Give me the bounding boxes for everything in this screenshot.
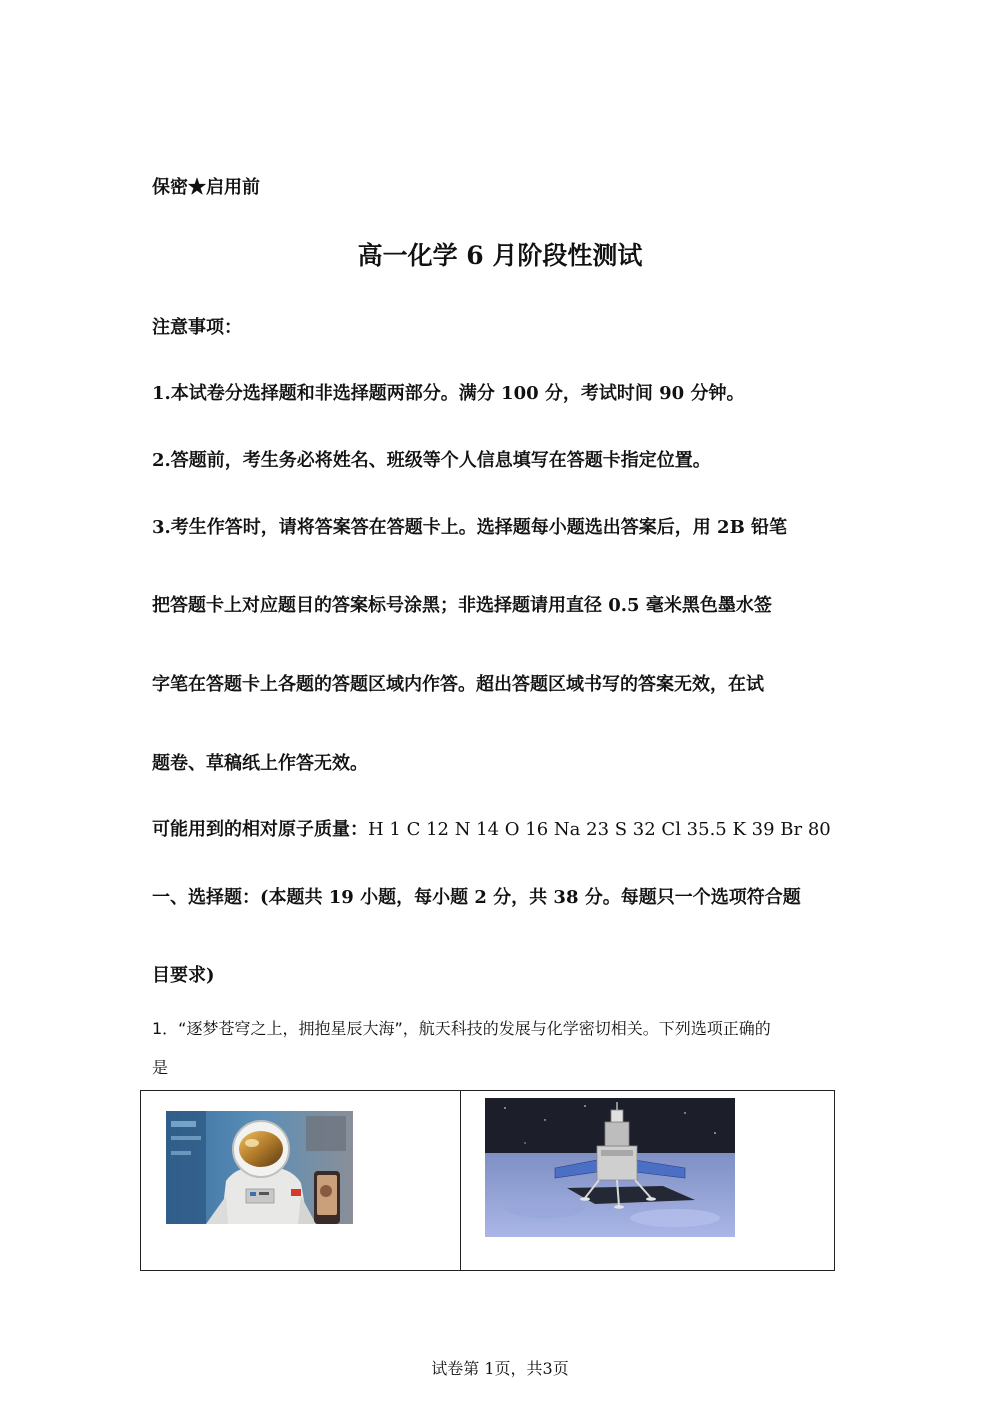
notice-item-3-line-4: 题卷、草稿纸上作答无效。 [152, 753, 368, 774]
table-divider [460, 1091, 461, 1270]
atomic-mass-values: H 1 C 12 N 14 O 16 Na 23 S 32 Cl 35.5 K 39 Br 80 [368, 819, 831, 840]
question-1-stem-line-2: 是 [152, 1058, 169, 1077]
section-1-heading-line-1: 一、选择题：(本题共 19 小题，每小题 2 分，共 38 分。每题只一个选项符合题 [152, 887, 801, 908]
notice-item-2: 2.答题前，考生务必将姓名、班级等个人信息填写在答题卡指定位置。 [152, 450, 711, 471]
astronaut-image [166, 1111, 353, 1224]
question-1-image-table [140, 1090, 835, 1271]
notice-item-3-line-3: 字笔在答题卡上各题的答题区域内作答。超出答题区域书写的答案无效，在试 [152, 674, 764, 695]
page-title: 高一化学 6 月阶段性测试 [357, 241, 643, 270]
atomic-mass-label: 可能用到的相对原子质量： [152, 819, 368, 840]
notice-item-3-line-1: 3.考生作答时，请将答案答在答题卡上。选择题每小题选出答案后，用 2B 铅笔 [152, 517, 788, 538]
atomic-mass-row [152, 815, 831, 841]
confidential-label: 保密★启用前 [152, 177, 260, 198]
notice-item-3-line-2: 把答题卡上对应题目的答案标号涂黑；非选择题请用直径 0.5 毫米黑色墨水签 [152, 595, 772, 616]
question-1-stem-line-1: 1．“逐梦苍穹之上，拥抱星辰大海”，航天科技的发展与化学密切相关。下列选项正确的 [152, 1019, 771, 1038]
section-1-heading-line-2: 目要求) [152, 965, 215, 986]
lunar-lander-illustration [485, 1098, 735, 1237]
astronaut-illustration [166, 1111, 353, 1224]
lunar-lander-image [485, 1098, 735, 1237]
notice-heading: 注意事项： [152, 317, 242, 338]
page-footer: 试卷第 1页，共3页 [431, 1359, 569, 1378]
notice-item-1: 1.本试卷分选择题和非选择题两部分。满分 100 分，考试时间 90 分钟。 [152, 383, 745, 404]
